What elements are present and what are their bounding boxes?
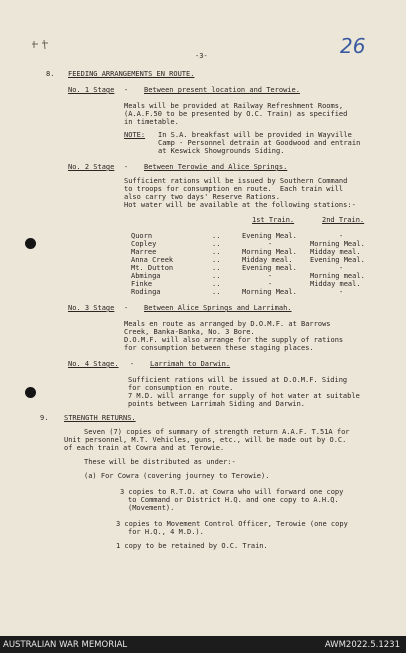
second-train-meal: Midday meal. <box>310 280 361 288</box>
section-9-line: of each train at Cowra and at Terowie. <box>64 444 225 452</box>
stage-2-line: Sufficient rations will be issued by Southern Command <box>124 177 348 185</box>
second-train-meal: Evening Meal. <box>310 256 365 264</box>
second-train-meal: Morning meal. <box>310 272 365 280</box>
stage-2-line: Hot water will be available at the following stations:- <box>124 201 356 209</box>
stage-3-line: Creek, Banka-Banka, No. 3 Bore. <box>124 328 255 336</box>
stage-3-dash: - <box>124 304 129 312</box>
page-number: -3- <box>195 52 208 60</box>
stage-3-line: for consumption between these staging places. <box>124 344 314 352</box>
stage-3-line: Meals en route as arranged by D.O.M.F. at Barrows <box>124 320 331 328</box>
stage-4-label: No. 4 Stage. <box>68 360 119 368</box>
first-train-meal: - <box>268 272 273 280</box>
station-name: Abminga <box>131 272 161 280</box>
stage-3-line: D.O.M.F. will also arrange for the supply of rations <box>124 336 344 344</box>
station-sep: .. <box>212 232 221 240</box>
section-9-line: Unit personnel, M.T. Vehicles, guns, etc., will be made out by O.C. <box>64 436 347 444</box>
second-train-meal: Morning Meal. <box>310 240 365 248</box>
distribution-item-line: to Command or District H.Q. and one copy to A.H.Q. <box>128 496 339 504</box>
distribution-item-line: 3 copies to Movement Control Officer, Terowie (one copy <box>116 520 348 528</box>
station-name: Mt. Dutton <box>131 264 174 272</box>
distribution-item-line: 3 copies to R.T.O. at Cowra who will forward one copy <box>120 488 344 496</box>
second-train-meal: Midday meal. <box>310 248 361 256</box>
stage-1-note-label: NOTE: <box>124 131 146 139</box>
punch-hole <box>25 387 36 398</box>
section-9-line: Seven (7) copies of summary of strength return A.A.F. T.51A for <box>84 428 350 436</box>
stage-4-line: for consumption en route. <box>128 384 234 392</box>
distribution-a: (a) For Cowra (covering journey to Terowie). <box>84 472 270 480</box>
footer-reference: AWM2022.5.1231 <box>324 640 400 650</box>
station-name: Anna Creek <box>131 256 174 264</box>
first-train-meal: - <box>268 240 273 248</box>
station-name: Rodinga <box>131 288 161 296</box>
stage-1-title: Between present location and Terowie. <box>144 86 300 94</box>
first-train-meal: - <box>268 280 273 288</box>
station-sep: .. <box>212 280 221 288</box>
stage-1-label: No. 1 Stage <box>68 86 115 94</box>
pencil-marks <box>30 38 52 52</box>
station-sep: .. <box>212 272 221 280</box>
station-sep: .. <box>212 264 221 272</box>
stage-4-line: 7 M.D. will arrange for supply of hot water at suitable <box>128 392 360 400</box>
second-train-meal: - <box>339 288 344 296</box>
stage-1-line: Meals will be provided at Railway Refreshment Rooms, <box>124 102 344 110</box>
station-name: Finke <box>131 280 153 288</box>
station-sep: .. <box>212 248 221 256</box>
station-sep: .. <box>212 240 221 248</box>
first-train-meal: Evening Meal. <box>242 232 297 240</box>
stage-1-note-line: In S.A. breakfast will be provided in Wayville <box>158 131 352 139</box>
stage-3-title: Between Alice Springs and Larrimah. <box>144 304 292 312</box>
distribution-item-line: 1 copy to be retained by O.C. Train. <box>116 542 268 550</box>
stage-1-note-line: at Keswick Showgrounds Siding. <box>158 147 285 155</box>
second-train-meal: - <box>339 232 344 240</box>
stage-2-title: Between Terowie and Alice Springs. <box>144 163 288 171</box>
station-sep: .. <box>212 256 221 264</box>
archive-footer <box>0 636 406 653</box>
stage-4-line: Sufficient rations will be issued at D.O.M.F. Siding <box>128 376 348 384</box>
section-9-number: 9. <box>40 414 49 422</box>
second-train-meal: - <box>339 264 344 272</box>
stage-1-line: in timetable. <box>124 118 179 126</box>
distribution-item-line: for H.Q., 4 M.D.). <box>128 528 204 536</box>
first-train-meal: Morning Meal. <box>242 288 297 296</box>
stage-2-dash: - <box>124 163 129 171</box>
distribution-item-line: (Movement). <box>128 504 175 512</box>
distribution-intro: These will be distributed as under:- <box>84 458 236 466</box>
stage-4-dash: - <box>130 360 135 368</box>
stage-3-label: No. 3 Stage <box>68 304 115 312</box>
section-8-title: FEEDING ARRANGEMENTS EN ROUTE. <box>68 70 195 78</box>
first-train-meal: Evening meal. <box>242 264 297 272</box>
punch-hole <box>25 238 36 249</box>
station-name: Quorn <box>131 232 153 240</box>
table-header-2nd-train: 2nd Train. <box>322 216 365 224</box>
station-name: Marree <box>131 248 157 256</box>
section-8-number: 8. <box>46 70 55 78</box>
table-header-1st-train: 1st Train. <box>252 216 295 224</box>
stage-1-dash: - <box>124 86 129 94</box>
stage-2-line: to troops for consumption en route. Each train will <box>124 185 344 193</box>
stage-2-label: No. 2 Stage <box>68 163 115 171</box>
stage-1-note-line: Camp - Personnel detrain at Goodwood and entrain <box>158 139 361 147</box>
section-9-title: STRENGTH RETURNS. <box>64 414 136 422</box>
stage-4-line: points between Larrimah Siding and Darwin. <box>128 400 306 408</box>
stage-4-title: Larrimah to Darwin. <box>150 360 231 368</box>
first-train-meal: Midday meal. <box>242 256 293 264</box>
station-sep: .. <box>212 288 221 296</box>
stage-2-line: also carry two days' Reserve Rations. <box>124 193 280 201</box>
handwritten-page-number: 26 <box>340 34 366 58</box>
station-name: Copley <box>131 240 157 248</box>
footer-institution: AUSTRALIAN WAR MEMORIAL <box>3 640 128 650</box>
stage-1-line: (A.A.F.50 to be presented by O.C. Train) as specified <box>124 110 348 118</box>
first-train-meal: Morning Meal. <box>242 248 297 256</box>
